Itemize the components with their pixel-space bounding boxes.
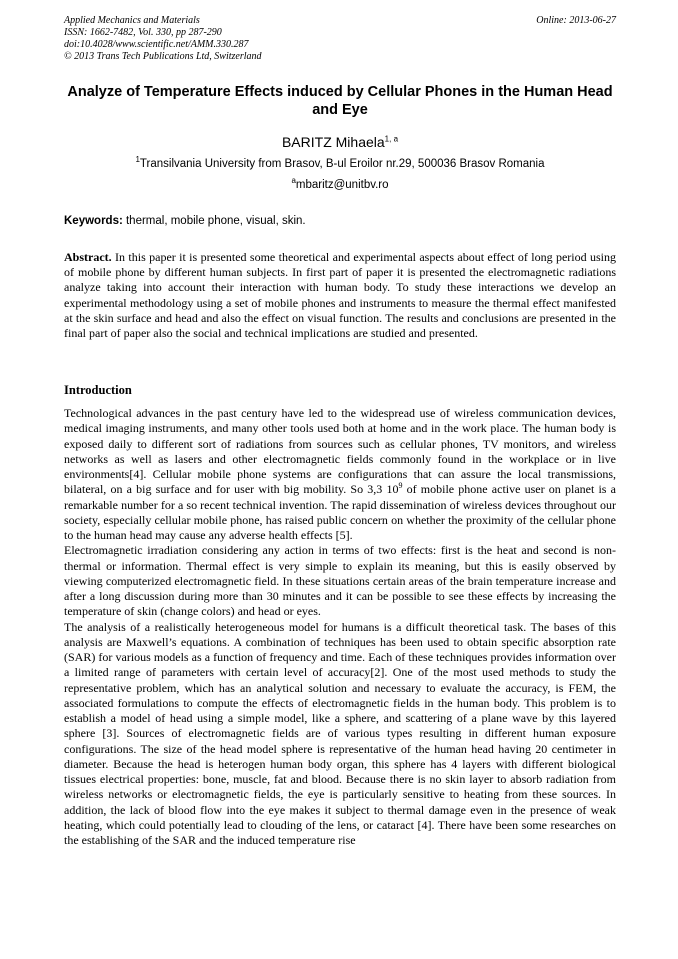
- author-email: mbaritz@unitbv.ro: [295, 179, 389, 191]
- abstract-label: Abstract.: [64, 250, 112, 264]
- paragraph: Electromagnetic irradiation considering any action in terms of two effects: first is the heat and second is non-thermal or information. Thermal effect is very simple to explain its meaning, but this is easily observed by viewing computerized electromagnetic field. In these situations certain areas of the brain temperature increase and after a long discussion during more than 30 minutes and it can be possible to see these effects by increasing the temperature of skin (change colors) and head or eyes.: [64, 543, 616, 619]
- journal-name: Applied Mechanics and Materials: [64, 15, 200, 26]
- issn-line: ISSN: 1662-7482, Vol. 330, pp 287-290: [64, 27, 222, 38]
- affiliation-superscript: 1: [135, 155, 140, 165]
- affiliation-line: [64, 157, 616, 171]
- exponent-superscript: 9: [398, 481, 403, 491]
- section-heading-introduction: Introduction: [64, 383, 132, 397]
- doi-line: doi:10.4028/www.scientific.net/AMM.330.287: [64, 39, 249, 50]
- author-superscript: 1, a: [384, 134, 399, 144]
- abstract-text: In this paper it is presented some theoretical and experimental aspects about effect of long period using of mobile phone by different human subjects. In first part of paper it is presented the electromagnetic radiations analyze taking into account their interaction with human body. To study these interactions we develop an experimental methodology using a set of mobile phones and instruments to measure the thermal effect manifested at the skin surface and head and also the effect on visual function. The results and conclusions are presented in the final part of paper also the social and technical implications are studied and presented.: [64, 250, 616, 341]
- introduction-body: [64, 406, 616, 848]
- paper-title: Analyze of Temperature Effects induced by Cellular Phones in the Human Head and Eye: [67, 84, 613, 118]
- email-superscript: a: [291, 176, 296, 186]
- paragraph-text: Technological advances in the past century have led to the widespread use of wireless communication devices, medical imaging instruments, and many other tools used both at home and in the work place. The human body is exposed daily to different sort of radiations from sources such as cellular phones, TV monitors, and wireless networks as well as lasers and other electromagnetic fields commonly found in the workplace or in live environments[4]. Cellular mobile phone systems are configurations that can assure the local transmissions, bilateral, on a big surface and for user with big mobility. So 3,3 10: [64, 406, 616, 497]
- affiliation-text: Transilvania University from Brasov, B-ul Eroilor nr.29, 500036 Brasov Romania: [139, 158, 545, 170]
- keywords-text: thermal, mobile phone, visual, skin.: [122, 215, 306, 227]
- author-name: BARITZ Mihaela: [281, 134, 385, 150]
- keywords-label: Keywords:: [64, 215, 123, 227]
- abstract: [64, 250, 616, 341]
- keywords: [64, 214, 616, 228]
- copyright-line: © 2013 Trans Tech Publications Ltd, Switzerland: [64, 51, 262, 62]
- paragraph: The analysis of a realistically heterogeneous model for humans is a difficult theoretical task. The bases of this analysis are Maxwell’s equations. A combination of techniques has been used to obtain specific absorption rate (SAR) for various models as a function of frequency and time. Each of these techniques provides information over a limited range of parameters with certain level of accuracy[2]. One of the most used methods to study the representative problem, which has an analytical solution and necessary to evaluate the accuracy, is FEM, the associated formulations to compute the effects of electromagnetic fields in the human body. This problem is to establish a model of head using a simple model, like a sphere, and scattering of a plane wave by this layered sphere [3]. Sources of electromagnetic fields are of various types resulting in different human exposure configurations. The size of the head model sphere is representative of the human head having 20 centimeter in diameter. Because the head is heterogen human body organ, this sphere has 4 layers with different biological tissues electrical properties: bone, muscle, fat and blood. Because there is no skin layer to absorb radiation from wireless networks or electromagnetic fields, the eye is particularly sensitive to heating from these sources. In addition, the lack of blood flow into the eye makes it subject to thermal damage even in the presence of weak heating, which could potentially lead to clouding of the lens, or cataract [4]. There have been some researches on the establishing of the SAR and the induced temperature rise: [64, 619, 616, 847]
- paragraph: [64, 406, 616, 543]
- online-date: Online: 2013-06-27: [536, 15, 616, 26]
- author-line: [64, 133, 616, 151]
- email-line: [64, 178, 616, 192]
- paragraph-text: of mobile phone active user on planet is a remarkable number for a so recent technical invention. The rapid dissemination of wireless devices throughout our society, especially cellular mobile phone, has raised public concern on whether the proximity of the cellular phone to the human head may cause any adverse health effects [5].: [64, 482, 616, 542]
- journal-header: [64, 15, 616, 63]
